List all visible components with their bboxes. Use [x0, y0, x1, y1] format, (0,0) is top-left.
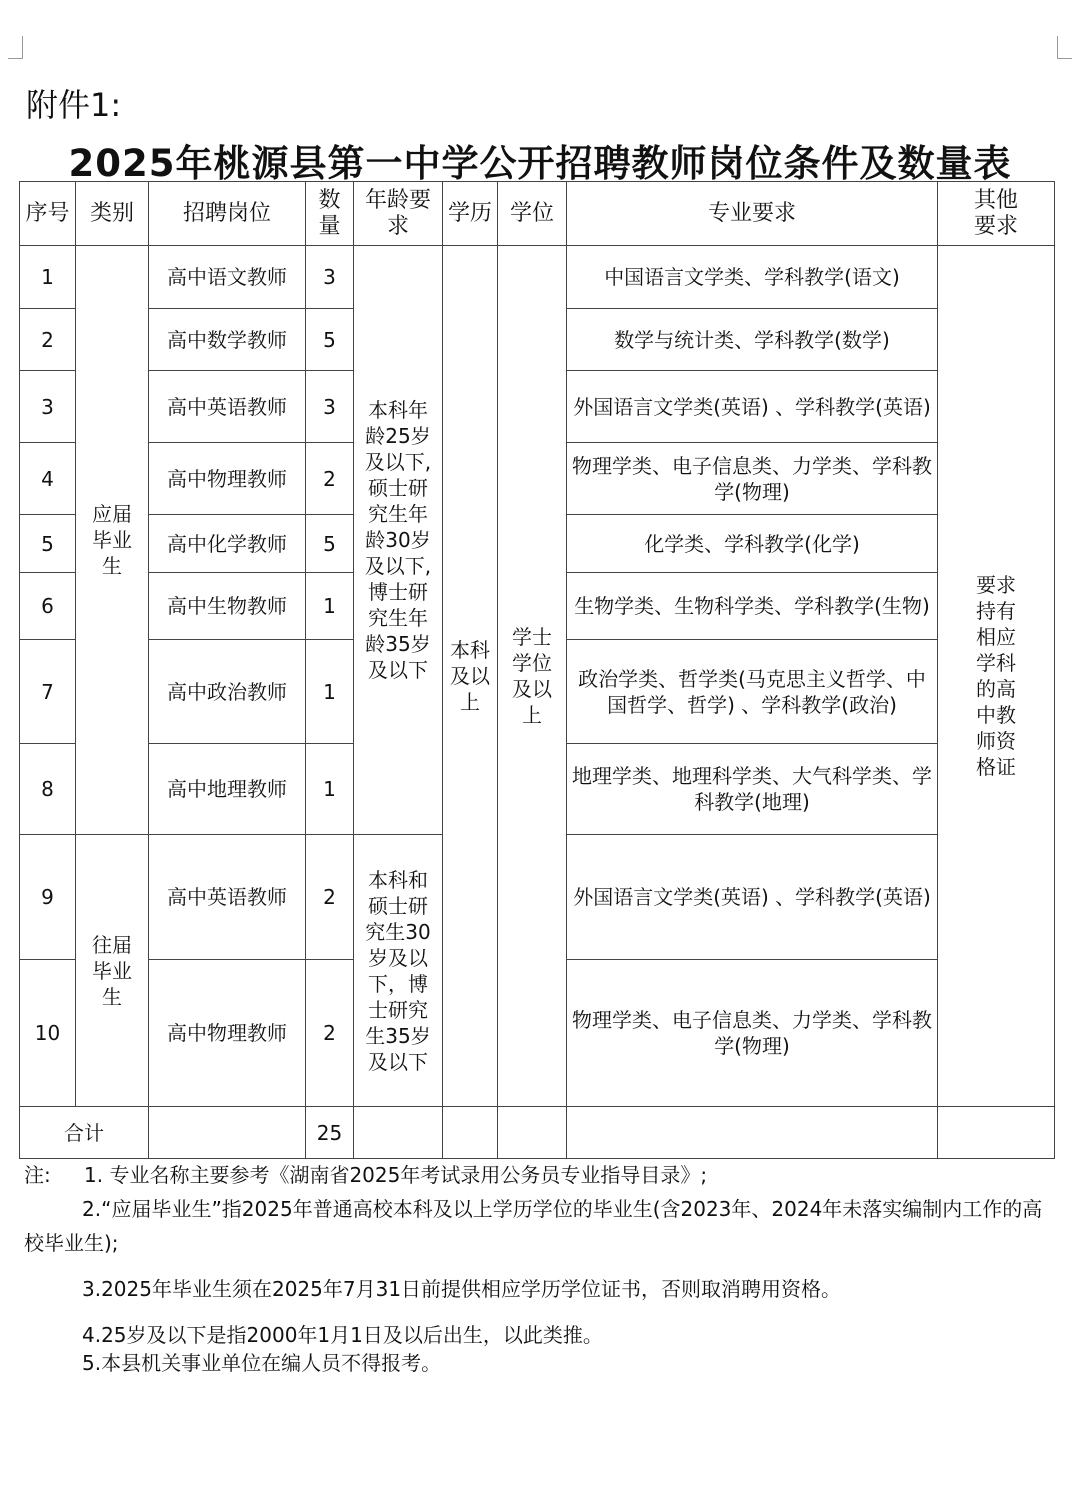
- row-count: 2: [306, 443, 354, 515]
- row-seq: 6: [20, 573, 76, 640]
- row-seq: 3: [20, 371, 76, 443]
- row-position: 高中化学教师: [149, 515, 306, 573]
- row-count: 5: [306, 309, 354, 371]
- header-other: 其他要求: [938, 182, 1055, 246]
- category-fresh-graduates: 应届毕业生: [76, 246, 149, 835]
- row-count: 3: [306, 246, 354, 309]
- row-position: 高中政治教师: [149, 640, 306, 744]
- age-requirement-prior: 本科和硕士研究生30岁及以下，博士研究生35岁及以下: [354, 835, 443, 1107]
- row-count: 2: [306, 960, 354, 1107]
- total-empty-cell: [354, 1107, 443, 1159]
- header-seq: 序号: [20, 182, 76, 246]
- education-requirement: 本科及以上: [443, 246, 498, 1107]
- row-major: 化学类、学科教学(化学): [567, 515, 938, 573]
- total-empty-cell: [443, 1107, 498, 1159]
- note-1-text: 1. 专业名称主要参考《湖南省2025年考试录用公务员专业指导目录》;: [84, 1163, 708, 1187]
- note-2: 2.“应届毕业生”指2025年普通高校本科及以上学历学位的毕业生(含2023年、2024年未落实编制内工作的高校毕业生);: [24, 1197, 1043, 1255]
- row-seq: 9: [20, 835, 76, 960]
- notes-section: [24, 1158, 1059, 1380]
- recruitment-table: [19, 181, 1055, 1159]
- note-1: [24, 1158, 1059, 1192]
- table-row: [20, 246, 1055, 309]
- attachment-label: 附件1:: [26, 86, 122, 124]
- row-count: 3: [306, 371, 354, 443]
- header-age: 年龄要求: [354, 182, 443, 246]
- row-major: 地理学类、地理科学类、大气科学类、学科教学(地理): [567, 744, 938, 835]
- row-seq: 7: [20, 640, 76, 744]
- row-seq: 5: [20, 515, 76, 573]
- row-count: 5: [306, 515, 354, 573]
- note-4: 4.25岁及以下是指2000年1月1日及以后出生，以此类推。: [82, 1323, 603, 1347]
- row-position: 高中生物教师: [149, 573, 306, 640]
- total-empty-cell: [498, 1107, 567, 1159]
- row-position: 高中语文教师: [149, 246, 306, 309]
- row-major: 物理学类、电子信息类、力学类、学科教学(物理): [567, 443, 938, 515]
- total-empty-cell: [567, 1107, 938, 1159]
- row-major: 中国语言文学类、学科教学(语文): [567, 246, 938, 309]
- row-position: 高中英语教师: [149, 835, 306, 960]
- row-major: 生物学类、生物科学类、学科教学(生物): [567, 573, 938, 640]
- other-requirement: 要求持有相应学科的高中教师资格证: [938, 246, 1055, 1107]
- document-title: 2025年桃源县第一中学公开招聘教师岗位条件及数量表: [68, 142, 1012, 185]
- row-seq: 10: [20, 960, 76, 1107]
- row-count: 1: [306, 573, 354, 640]
- row-major: 物理学类、电子信息类、力学类、学科教学(物理): [567, 960, 938, 1107]
- row-count: 1: [306, 744, 354, 835]
- row-count: 1: [306, 640, 354, 744]
- total-label: 合计: [20, 1107, 149, 1159]
- header-category: 类别: [76, 182, 149, 246]
- total-count: 25: [306, 1107, 354, 1159]
- row-seq: 2: [20, 309, 76, 371]
- corner-mark-left: [8, 36, 23, 59]
- row-major: 数学与统计类、学科教学(数学): [567, 309, 938, 371]
- row-major: 政治学类、哲学类(马克思主义哲学、中国哲学、哲学) 、学科教学(政治): [567, 640, 938, 744]
- category-prior-graduates: 往届毕业生: [76, 835, 149, 1107]
- age-requirement-fresh: 本科年龄25岁及以下,硕士研究生年龄30岁及以下,博士研究生年龄35岁及以下: [354, 246, 443, 835]
- header-major: 专业要求: [567, 182, 938, 246]
- total-empty-cell: [149, 1107, 306, 1159]
- note-5: 5.本县机关事业单位在编人员不得报考。: [82, 1351, 442, 1375]
- corner-mark-right: [1057, 36, 1072, 59]
- header-position: 招聘岗位: [149, 182, 306, 246]
- row-major: 外国语言文学类(英语) 、学科教学(英语): [567, 835, 938, 960]
- header-row: [20, 182, 1055, 246]
- total-empty-cell: [938, 1107, 1055, 1159]
- note-3: 3.2025年毕业生须在2025年7月31日前提供相应学历学位证书，否则取消聘用资格。: [82, 1277, 842, 1301]
- row-position: 高中物理教师: [149, 960, 306, 1107]
- row-position: 高中数学教师: [149, 309, 306, 371]
- row-count: 2: [306, 835, 354, 960]
- row-major: 外国语言文学类(英语) 、学科教学(英语): [567, 371, 938, 443]
- header-education: 学历: [443, 182, 498, 246]
- row-position: 高中地理教师: [149, 744, 306, 835]
- header-count: 数量: [306, 182, 354, 246]
- notes-label: 注:: [24, 1163, 51, 1187]
- degree-requirement: 学士学位及以上: [498, 246, 567, 1107]
- total-row: [20, 1107, 1055, 1159]
- row-position: 高中英语教师: [149, 371, 306, 443]
- row-position: 高中物理教师: [149, 443, 306, 515]
- row-seq: 1: [20, 246, 76, 309]
- row-seq: 8: [20, 744, 76, 835]
- header-degree: 学位: [498, 182, 567, 246]
- row-seq: 4: [20, 443, 76, 515]
